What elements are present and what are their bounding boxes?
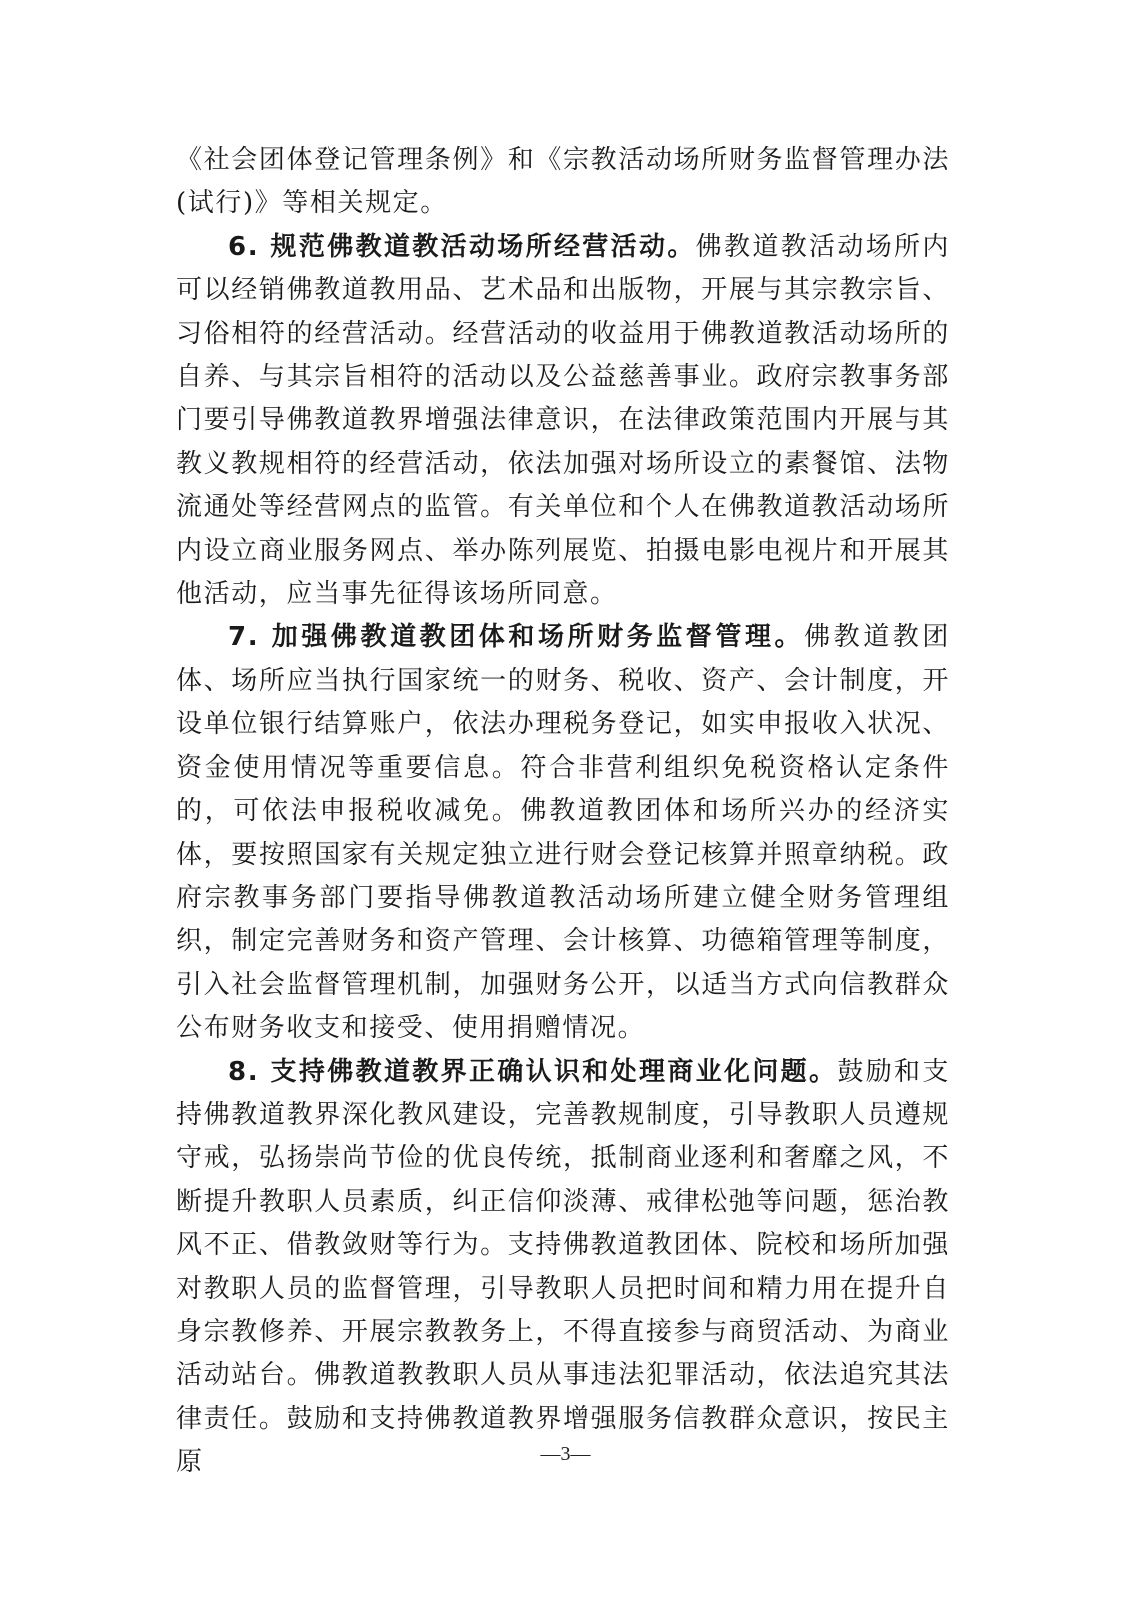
paragraph-text: 佛教道教活动场所内可以经销佛教道教用品、艺术品和出版物，开展与其宗教宗旨、习俗相符的经营活动。经营活动的收益用于佛教道教活动场所的自养、与其宗旨相符的活动以及公益慈善事业。政府宗教事务部门要引导佛教道教界增强法律意识，在法律政策范围内开展与其教义教规相符的经营活动，依法加强对场所设立的素餐馆、法物流通处等经营网点的监管。有关单位和个人在佛教道教活动场所内设立商业服务网点、举办陈列展览、拍摄电影电视片和开展其他活动，应当事先征得该场所同意。 (176, 231, 950, 610)
paragraph-text: 佛教道教团体、场所应当执行国家统一的财务、税收、资产、会计制度，开设单位银行结算账户，依法办理税务登记，如实申报收入状况、资金使用情况等重要信息。符合非营利组织免税资格认定条件的，可依法申报税收减免。佛教道教团体和场所兴办的经济实体，要按照国家有关规定独立进行财会登记核算并照章纳税。政府宗教事务部门要指导佛教道教活动场所建立健全财务管理组织，制定完善财务和资产管理、会计核算、功德箱管理等制度，引入社会监督管理机制，加强财务公开，以适当方式向信教群众公布财务收支和接受、使用捐赠情况。 (176, 622, 950, 1044)
paragraph-text: 鼓励和支持佛教道教界深化教风建设，完善教规制度，引导教职人员遵规守戒，弘扬崇尚节俭的优良传统，抵制商业逐利和奢靡之风，不断提升教职人员素质，纠正信仰淡薄、戒律松弛等问题，惩治教风不正、借教敛财等行为。支持佛教道教团体、院校和场所加强对教职人员的监督管理，引导教职人员把时间和精力用在提升自身宗教修养、开展宗教教务上，不得直接参与商贸活动、为商业活动站台。佛教道教教职人员从事违法犯罪活动，依法追究其法律责任。鼓励和支持佛教道教界增强服务信教群众意识，按民主原 (176, 1056, 950, 1478)
paragraph-item-7 (176, 616, 950, 1050)
paragraph-item-6 (176, 226, 950, 617)
paragraph-heading: 8. 支持佛教道教界正确认识和处理商业化问题。 (228, 1056, 838, 1087)
body-text (176, 139, 950, 1485)
paragraph-heading: 7. 加强佛教道教团体和场所财务监督管理。 (228, 622, 805, 653)
paragraph-heading: 6. 规范佛教道教活动场所经营活动。 (228, 231, 696, 262)
paragraph-continuation (176, 139, 950, 226)
paragraph-item-8 (176, 1051, 950, 1485)
page-number: —3— (540, 1443, 591, 1465)
paragraph-text: 《社会团体登记管理条例》和《宗教活动场所财务监督管理办法(试行)》等相关规定。 (176, 145, 950, 219)
